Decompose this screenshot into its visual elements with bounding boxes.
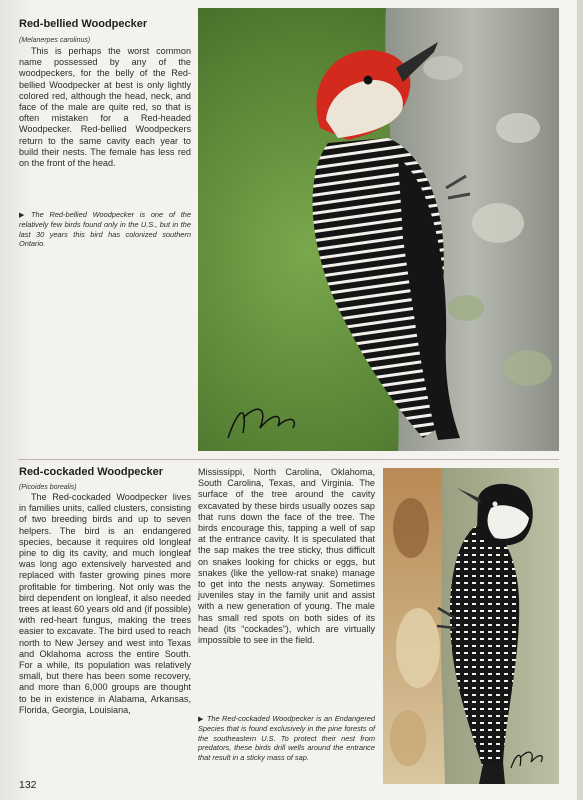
red-bellied-woodpecker-illustration [198,8,559,451]
section2-body-column1: The Red-cockaded Woodpecker lives in families units, called clusters, consisting of two breeding birds and up to seven helpers. The bird is an endangered species, because it requires old longleaf pine to dig its cavity, and much longleaf was long ago extensively harvested and replaced with faster growing pines more profitable for timbering. Not only was the bird dependent on longleaf, it also needed trees at least 60 years old and (if possible) with red-heart fungus, making the trees easier to excavate. The bird used to reach north to New Jersey and west into Texas and Oklahoma across the entire South. For a while, its population was relatively small, but there has been some recovery, and more than 6,000 groups are thought to be in existence in Alabama, Arkansas, Florida, Georgia, Louisiana, [19,492,191,715]
section1-caption-text: The Red-bellied Woodpecker is one of the relatively few birds found only in the U.S., but in the last 30 years this bird has colonized southern Ontario. [19,210,191,249]
section1-caption [19,210,191,249]
caption-marker-icon: ▶ [19,212,29,219]
section2-latin-name: (Picoides borealis) [19,484,77,491]
section1-title: Red-bellied Woodpecker [19,18,148,30]
section2-caption [198,714,375,762]
page-edge [577,0,583,800]
red-bellied-woodpecker-photo [198,8,559,451]
section1-latin-name: (Melanerpes carolinus) [19,37,91,44]
red-cockaded-woodpecker-photo [383,468,559,784]
section2-body-column2: Mississippi, North Carolina, Oklahoma, South Carolina, Texas, and Virginia. The surface of the tree around the cavity excavated by these birds usually oozes sap that runs down the face of the tree. The birds encourage this, tapping a well of sap at the entrance cavity. It is speculated that the sap makes the tree sticky, thus difficult on snakes looking for chicks or eggs, but snakes (like the yellow-rat snake) manage to get into the nests anyway. Sometimes juveniles stay in the family unit and assist with a new generation of young. The male has small red spots on both sides of its head (its “cockades”), which are virtually impossible to see in the field. [198,467,375,646]
caption-marker-icon: ▶ [198,716,204,723]
section2-caption-text: The Red-cockaded Woodpecker is an Endangered Species that is found exclusively in the pine forests of the southeastern U.S. To protect their nest from predators, these birds drill wells around the entrance that result in a sticky mass of sap. [198,714,375,762]
section2-title: Red-cockaded Woodpecker [19,466,164,478]
section-divider [18,459,559,460]
red-cockaded-woodpecker-illustration [383,468,559,784]
section1-body: This is perhaps the worst common name possessed by any of the woodpeckers, for the belly of the Red-bellied Woodpecker at best is only lightly colored red, although the head, neck, and face of the male are quite red, so that is often mistaken for a Red-headed Woodpecker. Red-bellied Woodpeckers return to the same cavity each year to build their nests. The female has less red on the front of the head. [19,46,191,169]
page-number: 132 [19,779,37,791]
